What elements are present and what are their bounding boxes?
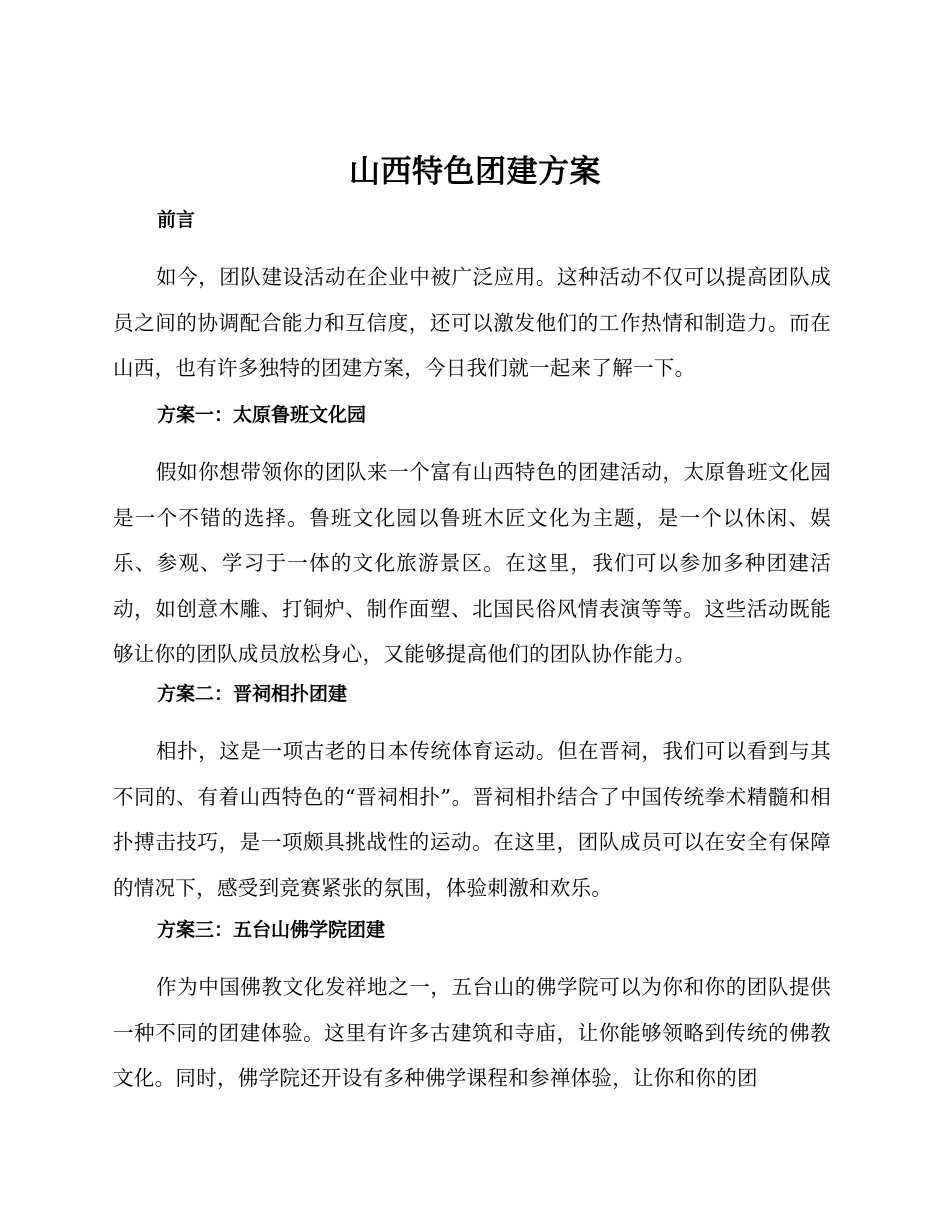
section-heading-preface: 前言 [157, 209, 196, 231]
section-paragraph-preface: 如今，团队建设活动在企业中被广泛应用。这种活动不仅可以提高团队成员之间的协调配合能力和互信度，还可以激发他们的工作热情和制造力。而在山西，也有许多独特的团建方案，今日我们就一起来了解一下。 [113, 265, 831, 380]
section-paragraph-plan-two: 相扑，这是一项古老的日本传统体育运动。但在晋祠，我们可以看到与其不同的、有着山西特色的“晋祠相扑”。晋祠相扑结合了中国传统拳术精髓和相扑搏击技巧，是一项颇具挑战性的运动。在这里，团队成员可以在安全有保障的情况下，感受到竞赛紧张的氛围，体验刺激和欢乐。 [113, 739, 831, 900]
document-title: 山西特色团建方案 [349, 154, 601, 190]
section-paragraph-plan-three: 作为中国佛教文化发祥地之一，五台山的佛学院可以为你和你的团队提供一种不同的团建体验。这里有许多古建筑和寺庙，让你能够领略到传统的佛教文化。同时，佛学院还开设有多种佛学课程和参禅体验，让你和你的团 [113, 975, 831, 1090]
section-heading-plan-one: 方案一：太原鲁班文化园 [157, 404, 367, 426]
section-heading-plan-three: 方案三：五台山佛学院团建 [157, 919, 386, 941]
section-heading-plan-two: 方案二：晋祠相扑团建 [157, 683, 348, 705]
section-paragraph-plan-one: 假如你想带领你的团队来一个富有山西特色的团建活动，太原鲁班文化园是一个不错的选择。鲁班文化园以鲁班木匠文化为主题，是一个以休闲、娱乐、参观、学习于一体的文化旅游景区。在这里，我们可以参加多种团建活动，如创意木雕、打铜炉、制作面塑、北国民俗风情表演等等。这些活动既能够让你的团队成员放松身心，又能够提高他们的团队协作能力。 [113, 460, 831, 666]
